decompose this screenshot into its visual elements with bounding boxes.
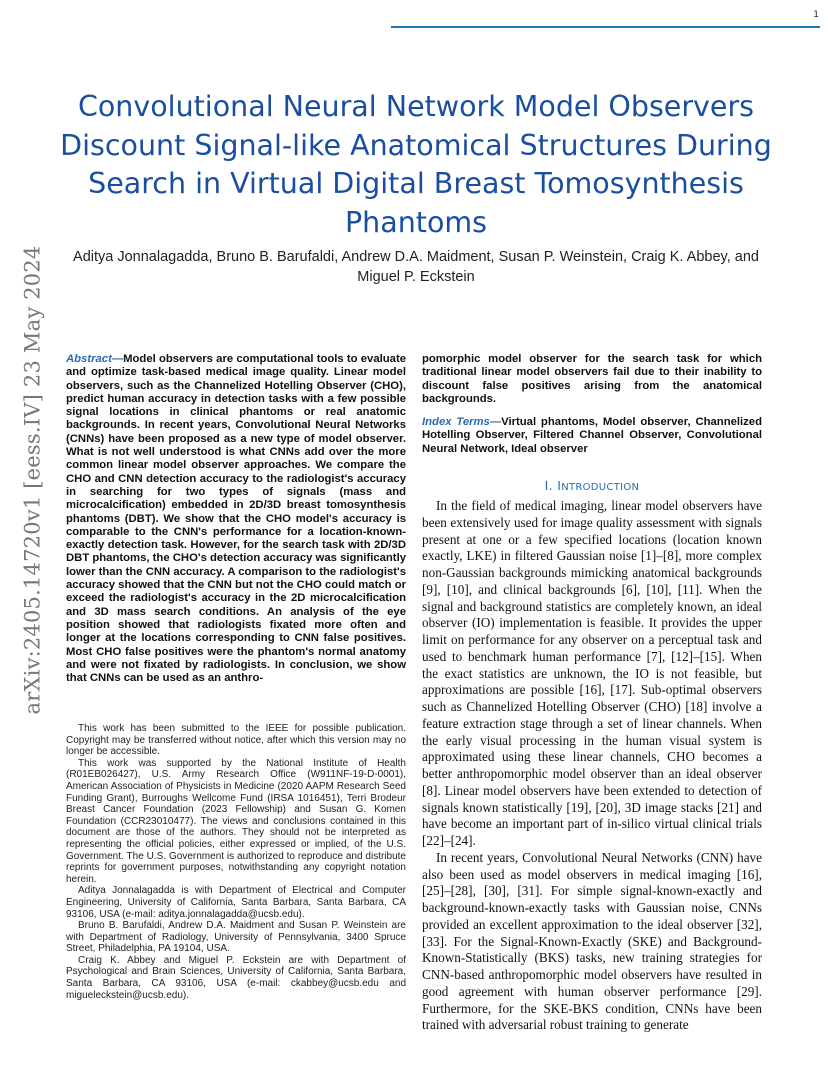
introduction-body bbox=[422, 498, 762, 1034]
paper-title: Convolutional Neural Network Model Observers Discount Signal-like Anatomical Structures During Search in Virtual Digital Breast Tomosynthesis Phantoms bbox=[60, 90, 772, 239]
page-number: 1 bbox=[813, 10, 819, 20]
index-terms-text: Virtual phantoms, Model observer, Channelized Hotelling Observer, Filtered Channel Observer, Convolutional Neural Network, Ideal observer bbox=[422, 416, 762, 455]
abstract bbox=[66, 353, 406, 685]
abstract-label: Abstract— bbox=[66, 353, 124, 365]
section-heading-introduction bbox=[422, 478, 762, 493]
index-terms-label: Index Terms— bbox=[422, 416, 502, 428]
arxiv-stamp bbox=[18, 245, 46, 715]
arxiv-identifier: arXiv:2405.14720v1 [eess.IV] 23 May 2024 bbox=[20, 245, 44, 715]
footnote-affiliation: Aditya Jonnalagadda is with Department of Electrical and Computer Engineering, University of California, Santa Barbara, Santa Barbara, CA 93106, USA (e-mail: aditya.jonnalagadda@ucsb.edu). bbox=[66, 885, 406, 920]
section-number: I. bbox=[544, 478, 553, 493]
abstract-text: Model observers are computational tools to evaluate and optimize task-based medical image quality. Linear model observers, such as the Channelized Hotelling Observer (CHO), predict human accuracy in detection tasks with a few possible signal locations in clinical phantoms or real anatomic backgrounds. In recent years, Convolutional Neural Networks (CNNs) have been proposed as a new type of model observer. What is not well understood is what CNNs add over the more common linear model observer approaches. We compare the CHO and CNN detection accuracy to the radiologist's accuracy in searching for two types of signals (mass and microcalcification) embedded in 2D/3D breast tomosynthesis phantoms (DBT). We show that the CHO model's accuracy is comparable to the CNN's performance for a location-known-exactly detection task. However, for the search task with 2D/3D DBT phantoms, the CHO's detection accuracy was significantly lower than the CNN accuracy. A comparison to the radiologist's accuracy showed that the CNN but not the CHO could match or exceed the radiologist's accuracy in the 2D microcalcification and 3D mass search conditions. An analysis of the eye position showed that radiologists fixated more often and longer at the locations corresponding to CNN false positives. Most CHO false positives were the phantom's normal anatomy and were not fixated by radiologists. In conclusion, we show that CNNs can be used as an anthro- bbox=[66, 353, 406, 685]
footnote-funding: This work was supported by the National Institute of Health (R01EB026427), U.S. Army Research Office (W911NF-19-D-0001), American Association of Physicists in Medicine (2020 AAPM Research Seed Funding Grant), Burroughs Wellcome Fund (IRSA 1016451), Terri Brodeur Breast Cancer Foundation (2023 Fellowship) and Susan G. Komen Foundation (CCR23010477). The views and conclusions contained in this document are those of the authors. They should not be interpreted as representing the official policies, either expressed or implied, of the U.S. Government. The U.S. Government is authorized to reproduce and distribute reprints for government purposes, notwithstanding any copyright notation herein. bbox=[66, 757, 406, 885]
footnote-submission: This work has been submitted to the IEEE for possible publication. Copyright may be transferred without notice, after which this version may no longer be accessible. bbox=[66, 723, 406, 758]
footnote-affiliation: Craig K. Abbey and Miguel P. Eckstein are with Department of Psychological and Brain Sciences, University of California, Santa Barbara, Santa Barbara, CA 93106, USA (e-mail: ckabbey@ucsb.edu and migueleckstein@ucsb.edu). bbox=[66, 954, 406, 1001]
intro-paragraph: In the field of medical imaging, linear model observers have been extensively used for image quality assessment with signals present at one or a few specified locations (location known exactly, LKE) in filtered Gaussian noise [1]–[8], more complex non-Gaussian backgrounds mimicking anatomical backgrounds [9], [10], and clinical backgrounds [6], [10], [11]. When the signal and background statistics are completely known, an ideal observer (IO) implementation is feasible. It provides the upper limit on performance for any observer on a perceptual task and used to benchmark human performance [7], [12]–[15]. When the exact statistics are unknown, the IO is not feasible, but approximations are possible [16], [17]. Sub-optimal observers such as Channelized Hotelling Observer (CHO) [18] involve a feature extraction stage through a set of linear channels. When the early visual processing in the human visual system is approximated using these linear channels, CHO becomes a better anthropomorphic model observer than an ideal observer [8]. Linear model observers have been extended to detection of signals known statistically [19], [20], 3D image stacks [21] and have become an important part of in-silico virtual clinical trials [22]–[24]. bbox=[422, 498, 762, 848]
footnotes bbox=[66, 723, 406, 1001]
footnote-affiliation: Bruno B. Barufaldi, Andrew D.A. Maidment and Susan P. Weinstein are with Department of Radiology, University of Pennsylvania, 3400 Spruce Street, Philadelphia, PA 19104, USA. bbox=[66, 920, 406, 955]
header-rule bbox=[391, 26, 820, 28]
intro-paragraph: In recent years, Convolutional Neural Networks (CNN) have also been used as model observers in medical imaging [16], [25]–[28], [30], [31]. For simple signal-known-exactly and background-known-exactly tasks with Gaussian noise, CNNs provided an excellent approximation to the ideal observer [32], [33]. For the Signal-Known-Exactly (SKE) and Background-Known-Statistically (BKS) tasks, new training strategies for CNN-based anthropomorphic model observers have resulted in good agreement with human observer performance [29]. Furthermore, for the SKE-BKS condition, CNNs have been trained with adversarial robust training to generate bbox=[422, 849, 762, 1033]
index-terms bbox=[422, 416, 762, 456]
section-title-rest: NTRODUCTION bbox=[561, 482, 640, 493]
abstract-continued: pomorphic model observer for the search task for which traditional linear model observers fail due to their inability to discount false positives arising from the anatomical backgrounds. bbox=[422, 353, 762, 405]
paper-authors: Aditya Jonnalagadda, Bruno B. Barufaldi, Andrew D.A. Maidment, Susan P. Weinstein, Craig K. Abbey, and Miguel P. Eckstein bbox=[73, 249, 759, 285]
section-initial: I bbox=[557, 478, 562, 493]
